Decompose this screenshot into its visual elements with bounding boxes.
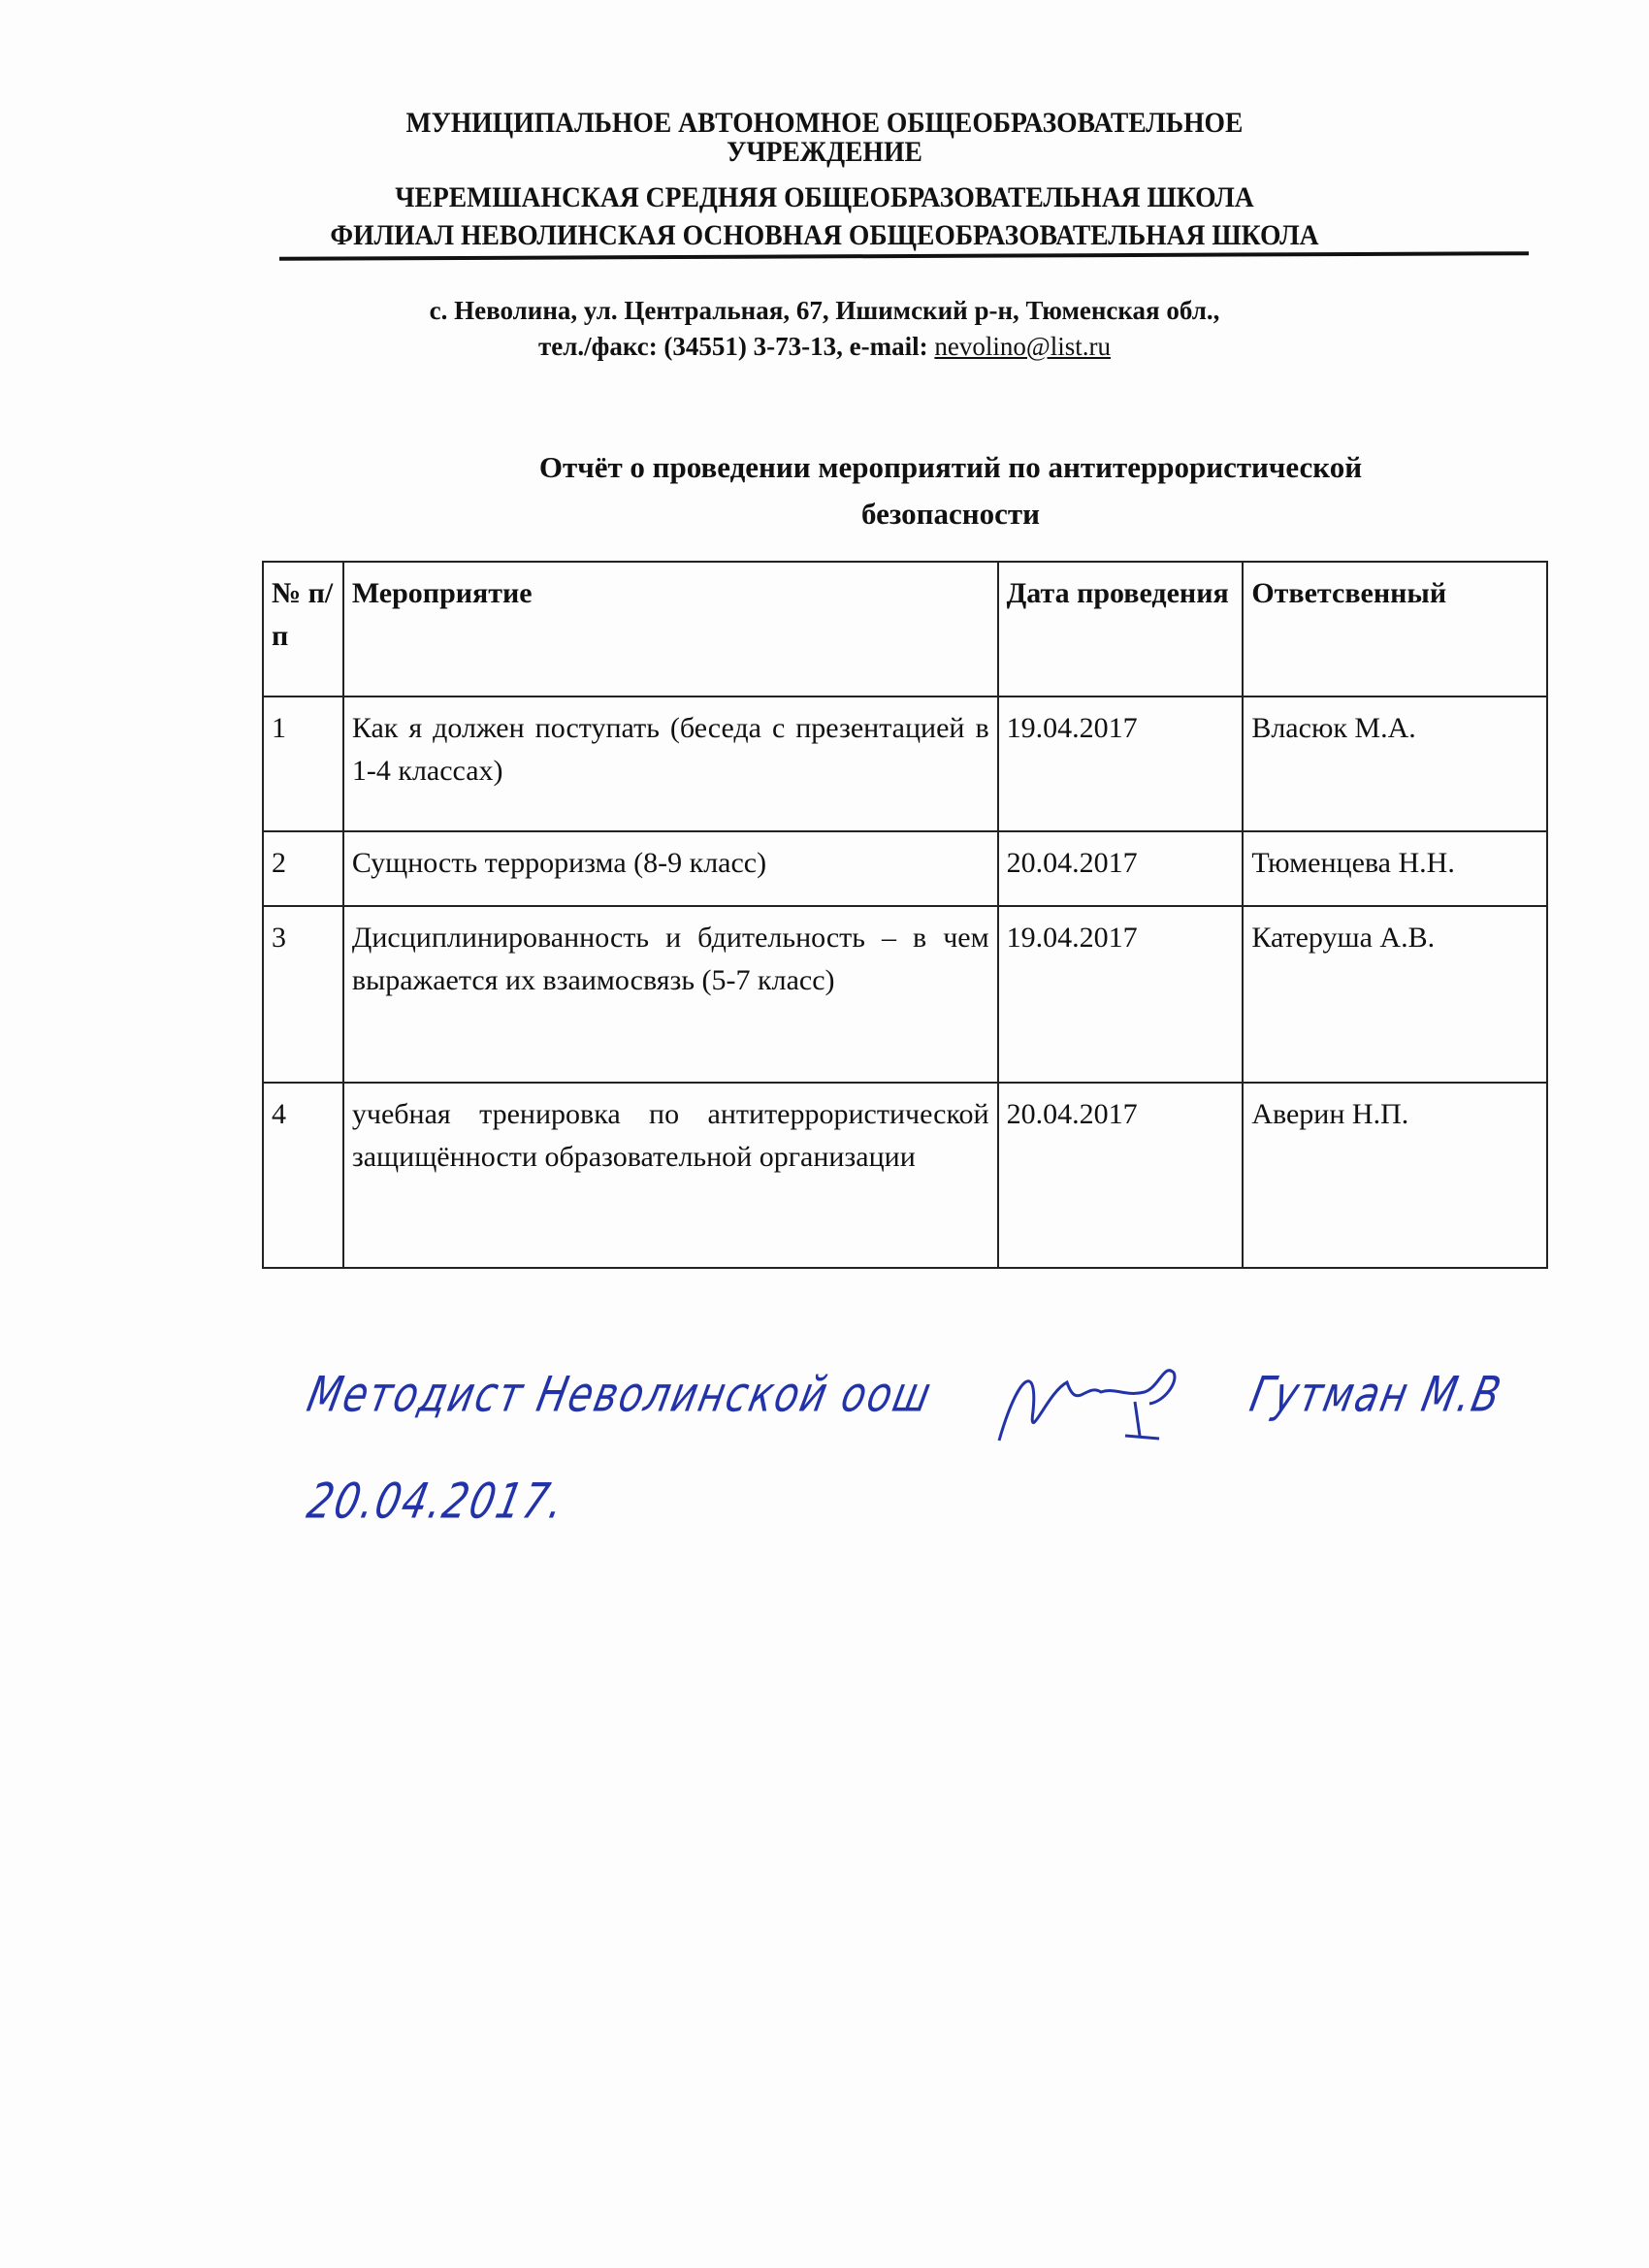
row-responsible: Аверин Н.П. bbox=[1243, 1083, 1547, 1268]
col-event: Мероприятие bbox=[343, 562, 998, 697]
row-date: 19.04.2017 bbox=[998, 697, 1244, 831]
row-number: 2 bbox=[263, 831, 343, 906]
handwritten-date: 20.04.2017. bbox=[302, 1474, 570, 1530]
row-number: 4 bbox=[263, 1083, 343, 1268]
events-table bbox=[262, 561, 1548, 1269]
row-event: учебная тренировка по антитеррористической защищённости образовательной организации bbox=[343, 1083, 998, 1268]
row-event: Сущность терроризма (8-9 класс) bbox=[343, 831, 998, 906]
row-date: 20.04.2017 bbox=[998, 831, 1244, 906]
table-row bbox=[263, 906, 1547, 1083]
row-event: Дисциплинированность и бдительность – в чем выражается их взаимосвязь (5-7 класс) bbox=[343, 906, 998, 1083]
table-header-row bbox=[263, 562, 1547, 697]
row-date: 19.04.2017 bbox=[998, 906, 1244, 1083]
contact-line bbox=[0, 332, 1649, 362]
handwritten-position: Методист Неволинской оош bbox=[302, 1367, 938, 1423]
contact-prefix: тел./факс: (34551) 3-73-13, e-mail: bbox=[538, 332, 935, 361]
report-title-cont: безопасности bbox=[861, 497, 1040, 531]
header-divider bbox=[279, 251, 1529, 261]
header-line: ФИЛИАЛ НЕВОЛИНСКАЯ ОСНОВНАЯ ОБЩЕОБРАЗОВАТЕЛЬНАЯ ШКОЛА bbox=[330, 219, 1319, 251]
row-number: 3 bbox=[263, 906, 343, 1083]
email-link[interactable]: nevolino@list.ru bbox=[934, 332, 1111, 361]
header-line: МУНИЦИПАЛЬНОЕ АВТОНОМНОЕ ОБЩЕОБРАЗОВАТЕЛЬНОЕ bbox=[405, 107, 1244, 139]
address: с. Неволина, ул. Центральная, 67, Ишимский р-н, Тюменская обл., bbox=[429, 296, 1220, 325]
report-title: Отчёт о проведении мероприятий по антитеррористической bbox=[538, 450, 1363, 484]
header-line: УЧРЕЖДЕНИЕ bbox=[727, 136, 922, 168]
table-row bbox=[263, 1083, 1547, 1268]
row-responsible: Тюменцева Н.Н. bbox=[1243, 831, 1547, 906]
table-row bbox=[263, 697, 1547, 831]
col-responsible: Ответсвенный bbox=[1243, 562, 1547, 697]
table-row bbox=[263, 831, 1547, 906]
handwritten-signature bbox=[980, 1353, 1222, 1460]
handwritten-signer: Гутман М.В bbox=[1245, 1367, 1507, 1423]
header-line: ЧЕРЕМШАНСКАЯ СРЕДНЯЯ ОБЩЕОБРАЗОВАТЕЛЬНАЯ ШКОЛА bbox=[395, 181, 1254, 213]
row-number: 1 bbox=[263, 697, 343, 831]
row-responsible: Власюк М.А. bbox=[1243, 697, 1547, 831]
col-date: Дата проведения bbox=[998, 562, 1244, 697]
row-date: 20.04.2017 bbox=[998, 1083, 1244, 1268]
row-responsible: Катеруша А.В. bbox=[1243, 906, 1547, 1083]
col-number: № п/п bbox=[263, 562, 343, 697]
row-event: Как я должен поступать (беседа с презентацией в 1-4 классах) bbox=[343, 697, 998, 831]
